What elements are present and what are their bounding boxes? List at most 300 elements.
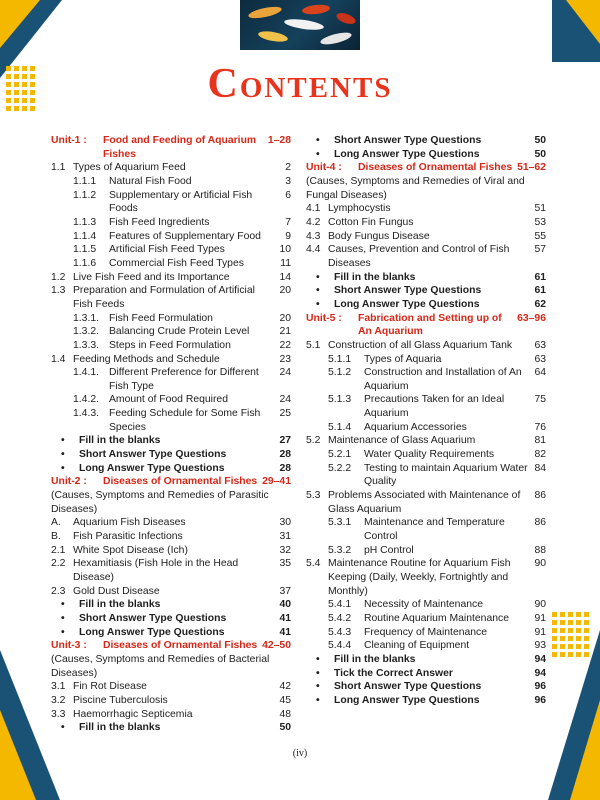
toc-entry-page: 61	[534, 271, 546, 283]
toc-entry-number: 1.1.1	[73, 175, 97, 187]
toc-entry-number: 1.1.3	[73, 216, 97, 228]
toc-entry-number: 5.4.4	[328, 640, 352, 652]
toc-entry-l2[interactable]	[51, 407, 291, 434]
toc-entry-page: 76	[534, 421, 546, 433]
toc-entry-number: 3.1	[51, 681, 66, 693]
toc-entry-number: 5.1.3	[328, 394, 352, 406]
toc-entry-l2[interactable]	[51, 189, 291, 216]
toc-entry-title: Long Answer Type Questions	[334, 148, 480, 160]
toc-entry-page: 20	[279, 285, 291, 297]
dot	[552, 636, 557, 641]
toc-entry-number: 1.4	[51, 353, 66, 365]
toc-entry-number: A.	[51, 517, 61, 529]
toc-entry-title: Testing to maintain Aquarium Water Quality	[364, 462, 528, 488]
toc-entry-title: Aquarium Accessories	[364, 421, 467, 433]
toc-entry-number: •	[316, 681, 320, 693]
toc-entry-page: 3	[285, 175, 291, 187]
toc-entry-page: 88	[534, 544, 546, 556]
toc-entry-number: 5.3.1	[328, 517, 352, 529]
toc-entry-number: 5.2.1	[328, 449, 352, 461]
toc-entry-unit[interactable]	[51, 134, 291, 161]
toc-entry-page: 57	[534, 244, 546, 256]
toc-entry-number: •	[61, 612, 65, 624]
toc-entry-page: 96	[534, 681, 546, 693]
toc-entry-number: •	[316, 667, 320, 679]
toc-entry-bul[interactable]	[306, 284, 546, 298]
toc-entry-page: 50	[534, 135, 546, 146]
toc-entry-title: Commercial Fish Feed Types	[109, 257, 244, 269]
toc-entry-page: 81	[534, 435, 546, 447]
toc-entry-number: •	[61, 435, 65, 447]
toc-entry-title: Long Answer Type Questions	[334, 298, 480, 310]
toc-entry-bul[interactable]	[51, 434, 291, 448]
toc-entry-page: 9	[285, 230, 291, 242]
toc-entry-number: 5.1.4	[328, 421, 352, 433]
toc-entry-l2[interactable]	[51, 175, 291, 189]
dot	[552, 620, 557, 625]
toc-entry-l1[interactable]	[306, 339, 546, 353]
dot	[584, 644, 589, 649]
toc-entry-page: 91	[534, 626, 546, 638]
toc-entry-number: 5.3	[306, 490, 321, 502]
toc-entry-number: 2.3	[51, 585, 66, 597]
toc-entry-l1[interactable]	[306, 216, 546, 230]
toc-entry-unit[interactable]	[51, 475, 291, 489]
toc-entry-page: 94	[534, 653, 546, 665]
toc-entry-page: 90	[534, 599, 546, 611]
toc-entry-bul[interactable]	[51, 598, 291, 612]
toc-entry-number: 4.1	[306, 203, 321, 215]
toc-entry-l1[interactable]	[51, 271, 291, 285]
dot	[552, 628, 557, 633]
toc-entry-l2[interactable]	[51, 312, 291, 326]
toc-entry-page: 24	[279, 394, 291, 406]
toc-entry-number: 1.1.2	[73, 189, 97, 201]
toc-entry-page: 32	[279, 544, 291, 556]
dot	[552, 652, 557, 657]
toc-entry-number: 1.1.5	[73, 244, 97, 256]
toc-entry-title: Long Answer Type Questions	[79, 462, 225, 474]
toc-entry-l1[interactable]	[51, 680, 291, 694]
toc-entry-l2[interactable]	[51, 393, 291, 407]
toc-entry-title: Routine Aquarium Maintenance	[364, 612, 509, 624]
toc-entry-number: 5.2.2	[328, 462, 352, 474]
toc-entry-title: Types of Aquaria	[364, 353, 442, 365]
dot	[560, 628, 565, 633]
toc-entry-title: Fill in the blanks	[79, 722, 161, 734]
toc-entry-number: 1.4.1.	[73, 367, 99, 379]
toc-entry-title: Necessity of Maintenance	[364, 599, 483, 611]
toc-entry-page: 30	[279, 517, 291, 529]
toc-entry-title: Types of Aquarium Feed	[73, 162, 186, 174]
toc-entry-title: Steps in Feed Formulation	[109, 339, 231, 351]
toc-entry-number: 1.1	[51, 162, 66, 174]
toc-entry-title: (Causes, Symptoms and Remedies of Viral and Fungal Diseases)	[306, 175, 525, 201]
toc-entry-number: 1.3.1.	[73, 312, 99, 324]
dot	[576, 644, 581, 649]
dot	[576, 620, 581, 625]
toc-entry-number: 5.4.2	[328, 612, 352, 624]
toc-entry-page: 40	[279, 599, 291, 611]
toc-entry-page: 94	[534, 667, 546, 679]
toc-entry-bul[interactable]	[306, 134, 546, 148]
toc-entry-l2[interactable]	[51, 257, 291, 271]
toc-entry-bul[interactable]	[51, 721, 291, 735]
toc-entry-l1[interactable]	[51, 694, 291, 708]
toc-entry-number: 2.2	[51, 558, 66, 570]
dot	[584, 628, 589, 633]
toc-entry-number: 5.1.1	[328, 353, 352, 365]
toc-entry-l2[interactable]	[51, 366, 291, 393]
dot	[568, 628, 573, 633]
toc-entry-title: Diseases of Ornamental Fishes	[103, 640, 258, 652]
toc-entry-title: Hexamitiasis (Fish Hole in the Head Disease)	[73, 558, 239, 583]
toc-entry-unit[interactable]	[306, 161, 546, 175]
toc-entry-page: 28	[279, 462, 291, 474]
toc-entry-title: Fabrication and Setting up of An Aquarium	[358, 312, 502, 338]
dot-pattern-right	[552, 612, 589, 657]
toc-entry-l2[interactable]	[306, 393, 546, 420]
toc-entry-l1[interactable]	[306, 230, 546, 244]
toc-entry-number: 1.3	[51, 285, 66, 297]
toc-entry-page: 25	[279, 408, 291, 420]
toc-entry-bul[interactable]	[51, 462, 291, 476]
contents-column-right	[306, 134, 546, 708]
toc-entry-number: •	[316, 148, 320, 160]
toc-entry-title: Fish Feed Ingredients	[109, 216, 210, 228]
toc-entry-title: Fish Feed Formulation	[109, 312, 213, 324]
toc-entry-page: 2	[285, 162, 291, 174]
toc-entry-l1[interactable]	[306, 489, 546, 516]
toc-entry-l1[interactable]	[51, 708, 291, 722]
toc-entry-bul[interactable]	[51, 448, 291, 462]
toc-entry-number: •	[61, 462, 65, 474]
toc-entry-page: 45	[279, 694, 291, 706]
dot	[584, 620, 589, 625]
dot	[560, 652, 565, 657]
corner-accent-top-right	[566, 0, 600, 44]
toc-entry-title: Maintenance Routine for Aquarium Fish Keeping (Daily, Weekly, Fortnightly and Monthly)	[328, 558, 511, 597]
toc-entry-l2[interactable]	[51, 216, 291, 230]
toc-entry-number: Unit-3 :	[51, 640, 87, 652]
toc-entry-number: •	[316, 271, 320, 283]
toc-entry-title: Food and Feeding of Aquarium Fishes	[103, 135, 257, 160]
toc-entry-l1[interactable]	[51, 161, 291, 175]
toc-entry-number: 5.1.2	[328, 367, 352, 379]
toc-entry-title: Diseases of Ornamental Fishes	[358, 162, 513, 174]
dot	[576, 636, 581, 641]
toc-entry-page: 23	[279, 353, 291, 365]
dot	[584, 636, 589, 641]
toc-entry-number: 1.4.3.	[73, 408, 99, 420]
toc-entry-page: 1–28	[267, 135, 291, 146]
toc-entry-l2[interactable]	[306, 366, 546, 393]
toc-entry-page: 61	[534, 285, 546, 297]
toc-entry-title: Balancing Crude Protein Level	[109, 326, 250, 338]
contents-column-left	[51, 134, 291, 735]
toc-entry-page: 63	[534, 339, 546, 351]
toc-entry-title: Gold Dust Disease	[73, 585, 160, 597]
toc-entry-l2[interactable]	[306, 448, 546, 462]
dot	[568, 620, 573, 625]
koi-fish-header-image	[240, 0, 360, 50]
toc-entry-number: 1.3.2.	[73, 326, 99, 338]
toc-entry-title: Live Fish Feed and its Importance	[73, 271, 230, 283]
toc-entry-title: Causes, Prevention and Control of Fish Diseases	[328, 244, 510, 269]
toc-entry-title: Cotton Fin Fungus	[328, 216, 414, 228]
toc-entry-l1[interactable]	[306, 202, 546, 216]
dot	[576, 652, 581, 657]
dot	[560, 620, 565, 625]
toc-entry-title: Piscine Tuberculosis	[73, 694, 168, 706]
toc-entry-title: Fish Parasitic Infections	[73, 531, 183, 543]
toc-entry-title: Fill in the blanks	[334, 271, 416, 283]
toc-entry-page: 86	[534, 517, 546, 529]
toc-entry-page: 48	[279, 708, 291, 720]
toc-entry-page: 42	[279, 681, 291, 693]
corner-accent-top-left	[0, 0, 40, 48]
toc-entry-bul[interactable]	[306, 148, 546, 162]
toc-entry-l1[interactable]	[51, 284, 291, 311]
dot	[568, 636, 573, 641]
toc-entry-l1[interactable]	[306, 243, 546, 270]
toc-entry-page: 50	[534, 148, 546, 160]
toc-entry-title: Maintenance of Glass Aquarium	[328, 435, 476, 447]
toc-entry-number: 4.2	[306, 216, 321, 228]
toc-entry-title: Fill in the blanks	[79, 435, 161, 447]
toc-entry-page: 62	[534, 298, 546, 310]
toc-entry-l1[interactable]	[51, 557, 291, 584]
dot	[568, 644, 573, 649]
toc-entry-page: 35	[279, 558, 291, 570]
toc-entry-unit[interactable]	[306, 312, 546, 339]
toc-entry-l2[interactable]	[306, 516, 546, 543]
toc-entry-title: Construction of all Glass Aquarium Tank	[328, 339, 513, 351]
toc-entry-number: 1.1.6	[73, 257, 97, 269]
toc-entry-title: Aquarium Fish Diseases	[73, 517, 186, 529]
toc-entry-title: Short Answer Type Questions	[79, 449, 227, 461]
toc-entry-page: 24	[279, 367, 291, 379]
page-number: (iv)	[292, 748, 308, 759]
toc-entry-page: 42–50	[262, 640, 291, 652]
toc-entry-page: 86	[534, 490, 546, 502]
toc-entry-l2[interactable]	[51, 230, 291, 244]
toc-entry-page: 75	[534, 394, 546, 406]
toc-entry-l2[interactable]	[306, 544, 546, 558]
dot	[584, 652, 589, 657]
toc-entry-page: 84	[534, 462, 546, 474]
toc-entry-number: 4.4	[306, 244, 321, 256]
toc-entry-l2[interactable]	[51, 243, 291, 257]
toc-entry-title: Fin Rot Disease	[73, 681, 147, 693]
toc-entry-title: Amount of Food Required	[109, 394, 228, 406]
toc-entry-number: 1.2	[51, 271, 66, 283]
toc-entry-l2[interactable]	[306, 598, 546, 612]
toc-entry-number: •	[316, 694, 320, 706]
dot	[576, 628, 581, 633]
toc-entry-number: 5.4.1	[328, 599, 352, 611]
toc-entry-bul[interactable]	[306, 680, 546, 694]
toc-entry-page: 10	[279, 244, 291, 256]
toc-entry-title: Water Quality Requirements	[364, 449, 495, 461]
toc-entry-l1[interactable]	[51, 530, 291, 544]
toc-entry-bul[interactable]	[51, 626, 291, 640]
toc-entry-page: 37	[279, 585, 291, 597]
toc-entry-title: Fill in the blanks	[79, 599, 161, 611]
toc-entry-number: 3.3	[51, 708, 66, 720]
toc-entry-l2[interactable]	[51, 339, 291, 353]
toc-entry-title: Short Answer Type Questions	[334, 285, 482, 297]
toc-entry-l1[interactable]	[306, 434, 546, 448]
dot	[568, 612, 573, 617]
toc-entry-title: Fill in the blanks	[334, 653, 416, 665]
toc-entry-l1[interactable]	[51, 516, 291, 530]
toc-entry-l2[interactable]	[306, 353, 546, 367]
toc-entry-number: 1.1.4	[73, 230, 97, 242]
toc-entry-page: 20	[279, 312, 291, 324]
toc-entry-title: (Causes, Symptoms and Remedies of Parasitic Diseases)	[51, 490, 269, 515]
dot	[6, 106, 11, 111]
toc-entry-note[interactable]	[51, 653, 291, 680]
toc-entry-page: 96	[534, 694, 546, 706]
toc-entry-title: Frequency of Maintenance	[364, 626, 488, 638]
toc-entry-number: •	[316, 298, 320, 310]
toc-entry-number: 5.4	[306, 558, 321, 570]
toc-entry-l2[interactable]	[306, 421, 546, 435]
toc-entry-bul[interactable]	[306, 667, 546, 681]
toc-entry-number: •	[61, 722, 65, 734]
toc-entry-page: 53	[534, 216, 546, 228]
toc-entry-number: 5.2	[306, 435, 321, 447]
toc-entry-number: Unit-2 :	[51, 476, 87, 488]
toc-entry-page: 7	[285, 216, 291, 228]
toc-entry-number: •	[316, 135, 320, 146]
dot	[584, 612, 589, 617]
toc-entry-title: Short Answer Type Questions	[79, 612, 227, 624]
toc-entry-title: Precautions Taken for an Ideal Aquarium	[364, 394, 505, 420]
toc-entry-number: Unit-5 :	[306, 312, 342, 324]
toc-entry-title: Maintenance and Temperature Control	[364, 517, 505, 543]
toc-entry-title: Long Answer Type Questions	[79, 626, 225, 638]
toc-entry-title: White Spot Disease (Ich)	[73, 544, 188, 556]
toc-entry-page: 51–62	[517, 162, 546, 174]
toc-entry-page: 63	[534, 353, 546, 365]
toc-entry-title: (Causes, Symptoms and Remedies of Bacterial Diseases)	[51, 653, 270, 679]
dot	[30, 106, 35, 111]
toc-entry-page: 29–41	[262, 476, 291, 488]
toc-entry-page: 6	[285, 189, 291, 201]
toc-entry-page: 41	[279, 612, 291, 624]
toc-entry-bul[interactable]	[306, 298, 546, 312]
toc-entry-l1[interactable]	[51, 585, 291, 599]
toc-entry-title: Feeding Schedule for Some Fish Species	[109, 408, 261, 433]
toc-entry-page: 22	[279, 339, 291, 351]
toc-entry-page: 21	[279, 326, 291, 338]
toc-entry-page: 31	[279, 531, 291, 543]
toc-entry-page: 90	[534, 558, 546, 570]
toc-entry-bul[interactable]	[306, 694, 546, 708]
toc-entry-bul[interactable]	[51, 612, 291, 626]
toc-entry-note[interactable]	[306, 175, 546, 202]
toc-entry-l2[interactable]	[306, 462, 546, 489]
toc-entry-title: Preparation and Formulation of Artificial Fish Feeds	[73, 285, 255, 310]
toc-entry-title: Diseases of Ornamental Fishes	[103, 476, 258, 488]
toc-entry-bul[interactable]	[306, 653, 546, 667]
toc-entry-page: 14	[279, 271, 291, 283]
toc-entry-title: Natural Fish Food	[109, 175, 192, 187]
toc-entry-l2[interactable]	[306, 612, 546, 626]
toc-entry-page: 64	[534, 367, 546, 379]
dot	[552, 612, 557, 617]
toc-entry-title: pH Control	[364, 544, 414, 556]
toc-entry-number: 2.1	[51, 544, 66, 556]
toc-entry-l2[interactable]	[51, 325, 291, 339]
toc-entry-number: 3.2	[51, 694, 66, 706]
toc-entry-title: Different Preference for Different Fish Type	[109, 367, 259, 392]
toc-entry-number: •	[316, 653, 320, 665]
toc-entry-page: 28	[279, 449, 291, 461]
toc-entry-title: Short Answer Type Questions	[334, 135, 482, 146]
toc-entry-number: •	[61, 599, 65, 611]
toc-entry-number: •	[61, 626, 65, 638]
toc-entry-page: 82	[534, 449, 546, 461]
toc-entry-title: Supplementary or Artificial Fish Foods	[109, 189, 253, 215]
toc-entry-l1[interactable]	[51, 353, 291, 367]
toc-entry-number: 1.3.3.	[73, 339, 99, 351]
toc-entry-number: 5.3.2	[328, 544, 352, 556]
toc-entry-title: Artificial Fish Feed Types	[109, 244, 225, 256]
dot	[14, 106, 19, 111]
toc-entry-l1[interactable]	[306, 557, 546, 598]
toc-entry-title: Cleaning of Equipment	[364, 640, 470, 652]
toc-entry-page: 11	[280, 257, 291, 269]
dot	[568, 652, 573, 657]
dot	[576, 612, 581, 617]
toc-entry-number: •	[61, 449, 65, 461]
toc-entry-bul[interactable]	[306, 271, 546, 285]
toc-entry-title: Features of Supplementary Food	[109, 230, 261, 242]
toc-entry-page: 41	[279, 626, 291, 638]
toc-entry-title: Lymphocystis	[328, 203, 391, 215]
toc-entry-title: Tick the Correct Answer	[334, 667, 453, 679]
toc-entry-number: Unit-1 :	[51, 135, 87, 146]
toc-entry-number: •	[316, 285, 320, 297]
dot	[560, 612, 565, 617]
toc-entry-title: Problems Associated with Maintenance of Glass Aquarium	[328, 490, 521, 515]
dot	[552, 644, 557, 649]
toc-entry-l2[interactable]	[306, 626, 546, 640]
toc-entry-number: 4.3	[306, 230, 321, 242]
toc-entry-l2[interactable]	[306, 639, 546, 653]
toc-entry-number: 1.4.2.	[73, 394, 99, 406]
toc-entry-unit[interactable]	[51, 639, 291, 653]
dot	[22, 106, 27, 111]
toc-entry-page: 93	[534, 640, 546, 652]
toc-entry-page: 51	[534, 203, 546, 215]
toc-entry-title: Construction and Installation of An Aquarium	[364, 367, 522, 392]
toc-entry-title: Short Answer Type Questions	[334, 681, 482, 693]
toc-entry-note[interactable]	[51, 489, 291, 516]
toc-entry-page: 91	[534, 612, 546, 624]
toc-entry-title: Body Fungus Disease	[328, 230, 430, 242]
toc-entry-number: 5.4.3	[328, 626, 352, 638]
toc-entry-number: 5.1	[306, 339, 321, 351]
page-title: Contents	[207, 61, 393, 107]
dot	[560, 636, 565, 641]
toc-entry-title: Long Answer Type Questions	[334, 694, 480, 706]
toc-entry-page: 63–96	[517, 312, 546, 324]
toc-entry-l1[interactable]	[51, 544, 291, 558]
